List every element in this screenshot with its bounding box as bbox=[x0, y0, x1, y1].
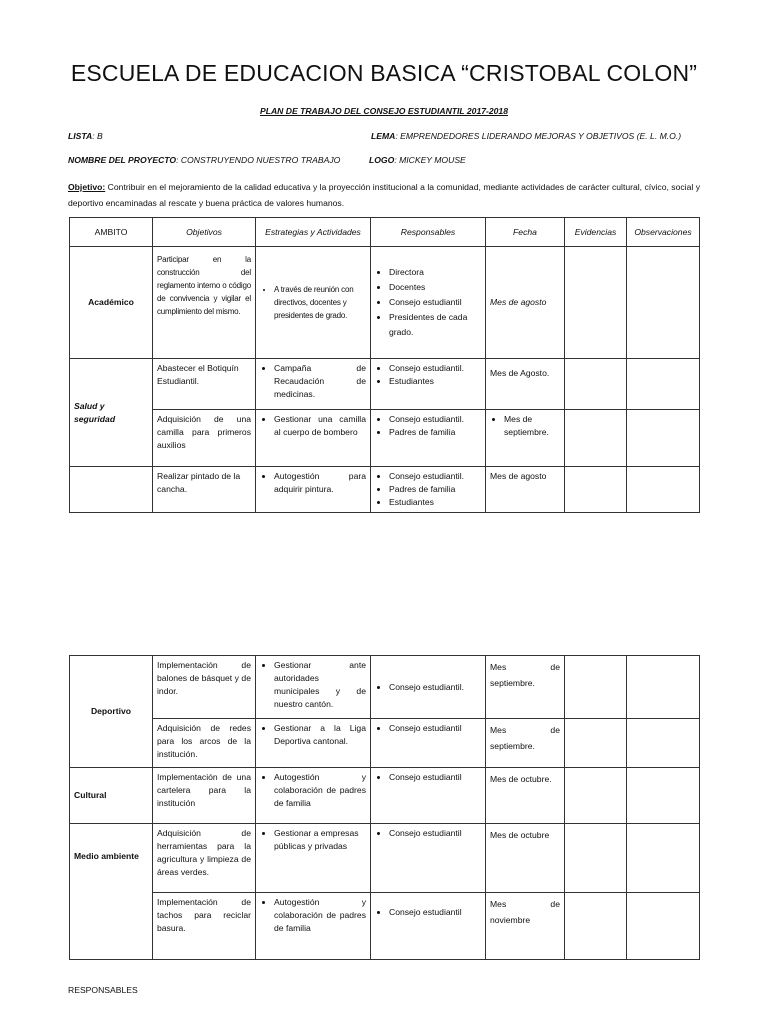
objetivo-cell: Adquisición de redes para los arcos de la institución. bbox=[153, 719, 256, 768]
estrategia-item: • Gestionar una camilla al cuerpo de bombero bbox=[274, 413, 366, 439]
lema-line bbox=[371, 131, 681, 141]
observaciones-cell bbox=[627, 824, 700, 893]
fecha-cell: Mes de agosto bbox=[486, 467, 565, 513]
responsable-item: • Padres de familia bbox=[389, 426, 481, 439]
header-ambito: AMBITO bbox=[70, 218, 153, 247]
evidencias-cell bbox=[565, 893, 627, 960]
fecha-cell: Mes de agosto bbox=[486, 247, 565, 359]
responsable-item: • Consejo estudiantil bbox=[389, 827, 481, 840]
estrategia-cell bbox=[256, 359, 371, 410]
evidencias-cell bbox=[565, 247, 627, 359]
lista-label: LISTA bbox=[68, 131, 93, 141]
table-header-row bbox=[70, 218, 700, 247]
logo-value: : MICKEY MOUSE bbox=[394, 155, 466, 165]
objective-label: Objetivo: bbox=[68, 182, 106, 192]
estrategia-cell bbox=[256, 768, 371, 824]
estrategia-item: • Gestionar ante autoridades municipales y de nuestro cantón. bbox=[274, 659, 366, 711]
proyecto-label: NOMBRE DEL PROYECTO bbox=[68, 155, 177, 165]
observaciones-cell bbox=[627, 719, 700, 768]
estrategia-item: • A través de reunión con directivos, docentes y presidentes de grado. bbox=[274, 283, 366, 322]
estrategia-item: • Gestionar a empresas públicas y privadas bbox=[274, 827, 366, 853]
estrategia-cell bbox=[256, 467, 371, 513]
responsable-item: • Consejo estudiantil. bbox=[389, 681, 481, 694]
responsable-item: • Consejo estudiantil bbox=[389, 722, 481, 735]
table-row bbox=[70, 824, 700, 893]
estrategia-cell bbox=[256, 247, 371, 359]
objetivo-cell: Participar en la construcción del reglamento interno o código de convivencia y vigilar el cumplimiento del mismo. bbox=[153, 247, 256, 359]
footer-responsables: RESPONSABLES bbox=[68, 985, 138, 995]
fecha-cell: Mes de octubre. bbox=[486, 768, 565, 824]
objetivo-cell: Implementación de tachos para reciclar basura. bbox=[153, 893, 256, 960]
header-evidencias: Evidencias bbox=[565, 218, 627, 247]
estrategia-item: • Autogestión y colaboración de padres de familia bbox=[274, 771, 366, 810]
objetivo-cell: Adquisición de herramientas para la agricultura y limpieza de áreas verdes. bbox=[153, 824, 256, 893]
ambito-cell bbox=[70, 467, 153, 513]
lista-line bbox=[68, 131, 103, 141]
ambito-cell: Cultural bbox=[70, 768, 153, 824]
table-row bbox=[70, 359, 700, 410]
objetivo-cell: Abastecer el Botiquín Estudiantil. bbox=[153, 359, 256, 410]
plan-table-1 bbox=[69, 217, 700, 513]
evidencias-cell bbox=[565, 359, 627, 410]
ambito-cell: Salud y seguridad bbox=[70, 359, 153, 467]
header-objetivos: Objetivos bbox=[153, 218, 256, 247]
evidencias-cell bbox=[565, 467, 627, 513]
fecha-cell: Mes de Agosto. bbox=[486, 359, 565, 410]
objective-paragraph bbox=[68, 179, 700, 211]
responsables-cell bbox=[371, 247, 486, 359]
lista-value: : B bbox=[92, 131, 103, 141]
plan-table-2 bbox=[69, 655, 700, 960]
objective-text: Contribuir en el mejoramiento de la calidad educativa y la proyección institucional a la comunidad, mediante actividades de carácter cultural, cívico, social y deportivo encaminadas al rescate y buena práctica de valores humanos. bbox=[68, 182, 700, 208]
responsable-item: • Estudiantes bbox=[389, 375, 481, 388]
responsables-cell bbox=[371, 824, 486, 893]
observaciones-cell bbox=[627, 247, 700, 359]
estrategia-cell bbox=[256, 719, 371, 768]
logo-line bbox=[369, 155, 466, 165]
header-observaciones: Observaciones bbox=[627, 218, 700, 247]
responsable-item: • Estudiantes bbox=[389, 496, 481, 509]
fecha-cell: Mes de octubre bbox=[486, 824, 565, 893]
evidencias-cell bbox=[565, 656, 627, 719]
table-row bbox=[70, 768, 700, 824]
table-row bbox=[70, 719, 700, 768]
table-row bbox=[70, 893, 700, 960]
responsables-cell bbox=[371, 768, 486, 824]
proyecto-value: : CONSTRUYENDO NUESTRO TRABAJO bbox=[176, 155, 341, 165]
estrategia-cell bbox=[256, 656, 371, 719]
responsable-item: • Consejo estudiantil bbox=[389, 906, 481, 919]
objetivo-cell: Adquisición de una camilla para primeros auxilios bbox=[153, 410, 256, 467]
logo-label: LOGO bbox=[369, 155, 395, 165]
estrategia-item: • Campaña de Recaudación de medicinas. bbox=[274, 362, 366, 401]
observaciones-cell bbox=[627, 656, 700, 719]
estrategia-item: • Autogestión para adquirir pintura. bbox=[274, 470, 366, 496]
proyecto-line bbox=[68, 155, 340, 165]
responsables-cell bbox=[371, 359, 486, 410]
objetivo-cell: Implementación de balones de básquet y de indor. bbox=[153, 656, 256, 719]
responsables-cell bbox=[371, 719, 486, 768]
responsable-item: • Consejo estudiantil. bbox=[389, 413, 481, 426]
estrategia-cell bbox=[256, 893, 371, 960]
ambito-cell: Deportivo bbox=[70, 656, 153, 768]
fecha-item: • Mes de septiembre. bbox=[504, 413, 560, 439]
evidencias-cell bbox=[565, 410, 627, 467]
responsables-cell bbox=[371, 410, 486, 467]
responsable-item: • Docentes bbox=[389, 280, 481, 295]
fecha-cell: Mes de septiembre. bbox=[486, 656, 565, 719]
table-row bbox=[70, 656, 700, 719]
table-row bbox=[70, 410, 700, 467]
estrategia-cell bbox=[256, 410, 371, 467]
responsable-item: • Consejo estudiantil. bbox=[389, 470, 481, 483]
header-estrategias: Estrategias y Actividades bbox=[256, 218, 371, 247]
responsable-item: • Consejo estudiantil bbox=[389, 295, 481, 310]
responsables-cell bbox=[371, 893, 486, 960]
responsable-item: • Consejo estudiantil. bbox=[389, 362, 481, 375]
estrategia-item: • Gestionar a la Liga Deportiva cantonal. bbox=[274, 722, 366, 748]
responsable-item: • Directora bbox=[389, 265, 481, 280]
ambito-cell: Medio ambiente bbox=[70, 824, 153, 960]
responsable-item: • Padres de familia bbox=[389, 483, 481, 496]
header-fecha: Fecha bbox=[486, 218, 565, 247]
lema-label: LEMA bbox=[371, 131, 396, 141]
observaciones-cell bbox=[627, 410, 700, 467]
header-responsables: Responsables bbox=[371, 218, 486, 247]
table-row bbox=[70, 467, 700, 513]
objetivo-cell: Realizar pintado de la cancha. bbox=[153, 467, 256, 513]
fecha-cell bbox=[486, 410, 565, 467]
table-row bbox=[70, 247, 700, 359]
estrategia-item: • Autogestión y colaboración de padres de familia bbox=[274, 896, 366, 935]
evidencias-cell bbox=[565, 719, 627, 768]
fecha-cell: Mes de noviembre bbox=[486, 893, 565, 960]
responsables-cell bbox=[371, 656, 486, 719]
responsable-item: • Consejo estudiantil bbox=[389, 771, 481, 784]
responsable-item: • Presidentes de cada grado. bbox=[389, 310, 481, 340]
evidencias-cell bbox=[565, 768, 627, 824]
observaciones-cell bbox=[627, 359, 700, 410]
responsables-cell bbox=[371, 467, 486, 513]
document-subtitle: PLAN DE TRABAJO DEL CONSEJO ESTUDIANTIL 2017-2018 bbox=[259, 106, 508, 116]
fecha-cell: Mes de septiembre. bbox=[486, 719, 565, 768]
observaciones-cell bbox=[627, 467, 700, 513]
observaciones-cell bbox=[627, 893, 700, 960]
objetivo-cell: Implementación de una cartelera para la institución bbox=[153, 768, 256, 824]
evidencias-cell bbox=[565, 824, 627, 893]
ambito-cell: Académico bbox=[70, 247, 153, 359]
lema-value: : EMPRENDEDORES LIDERANDO MEJORAS Y OBJETIVOS (E. L. M.O.) bbox=[395, 131, 682, 141]
document-title: ESCUELA DE EDUCACION BASICA “CRISTOBAL COLON” bbox=[70, 60, 698, 86]
estrategia-cell bbox=[256, 824, 371, 893]
observaciones-cell bbox=[627, 768, 700, 824]
